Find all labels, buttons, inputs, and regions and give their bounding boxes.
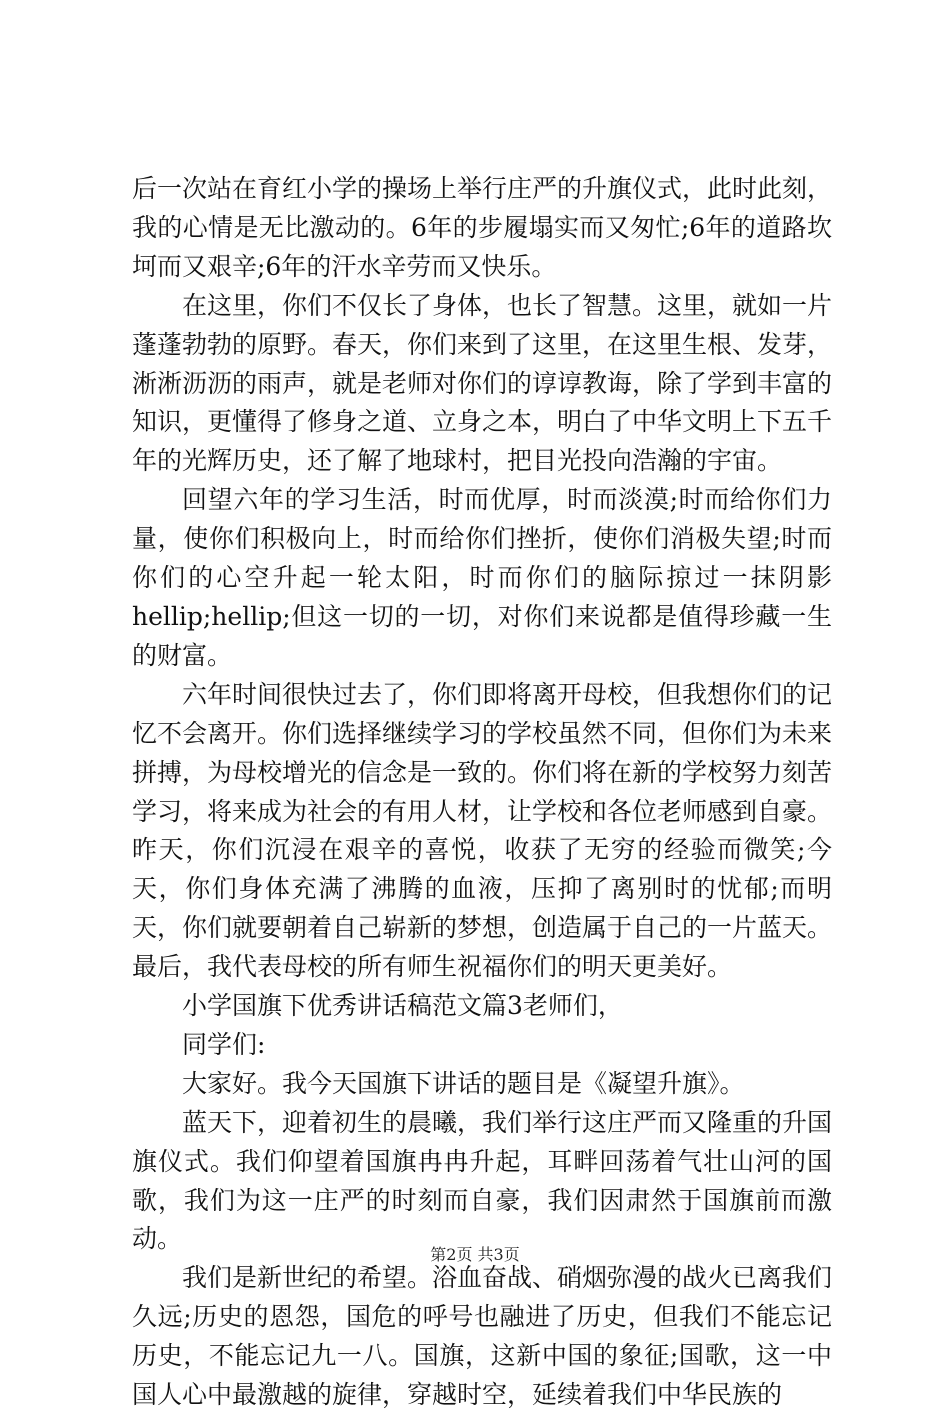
paragraph: 我们是新世纪的希望。浴血奋战、硝烟弥漫的战火已离我们久远;历史的恩怨，国危的呼号也融进了历史，但我们不能忘记历史，不能忘记九一八。国旗，这新中国的象征;国歌，这一中国人心中最激越的旋律，穿越时空，延续着我们中华民族的: [132, 1263, 833, 1410]
page-number: 第2页 共3页: [430, 1245, 520, 1264]
section-heading: 小学国旗下优秀讲话稿范文篇3老师们，: [182, 991, 623, 1021]
paragraph: 后一次站在育红小学的操场上举行庄严的升旗仪式，此时此刻，我的心情是无比激动的。6年的步履塌实而又匆忙;6年的道路坎坷而又艰辛;6年的汗水辛劳而又快乐。: [132, 174, 833, 281]
salutation: 同学们:: [182, 1029, 266, 1059]
document-body: [132, 170, 832, 1415]
page-footer: [0, 1242, 950, 1265]
paragraph: 在这里，你们不仅长了身体，也长了智慧。这里，就如一片蓬蓬勃勃的原野。春天，你们来到了这里，在这里生根、发芽，淅淅沥沥的雨声，就是老师对你们的谆谆教诲，除了学到丰富的知识，更懂得了修身之道、立身之本，明白了中华文明上下五千年的光辉历史，还了解了地球村，把目光投向浩瀚的宇宙。: [132, 290, 833, 476]
paragraph: 大家好。我今天国旗下讲话的题目是《凝望升旗》。: [182, 1068, 745, 1098]
paragraph: 六年时间很快过去了，你们即将离开母校，但我想你们的记忆不会离开。你们选择继续学习的学校虽然不同，但你们为未来拼搏，为母校增光的信念是一致的。你们将在新的学校努力刻苦学习，将来成为社会的有用人材，让学校和各位老师感到自豪。昨天，你们沉浸在艰辛的喜悦，收获了无穷的经验而微笑;今天，你们身体充满了沸腾的血液，压抑了离别时的忧郁;而明天，你们就要朝着自己崭新的梦想，创造属于自己的一片蓝天。最后，我代表母校的所有师生祝福你们的明天更美好。: [132, 679, 833, 982]
paragraph: 回望六年的学习生活，时而优厚，时而淡漠;时而给你们力量，使你们积极向上，时而给你们挫折，使你们消极失望;时而你们的心空升起一轮太阳，时而你们的脑际掠过一抹阴影hellip;hellip;但这一切的一切，对你们来说都是值得珍藏一生的财富。: [132, 485, 832, 670]
paragraph: 蓝天下，迎着初生的晨曦，我们举行这庄严而又隆重的升国旗仪式。我们仰望着国旗冉冉升起，耳畔回荡着气壮山河的国歌，我们为这一庄严的时刻而自豪，我们因肃然于国旗前而激动。: [132, 1107, 833, 1254]
